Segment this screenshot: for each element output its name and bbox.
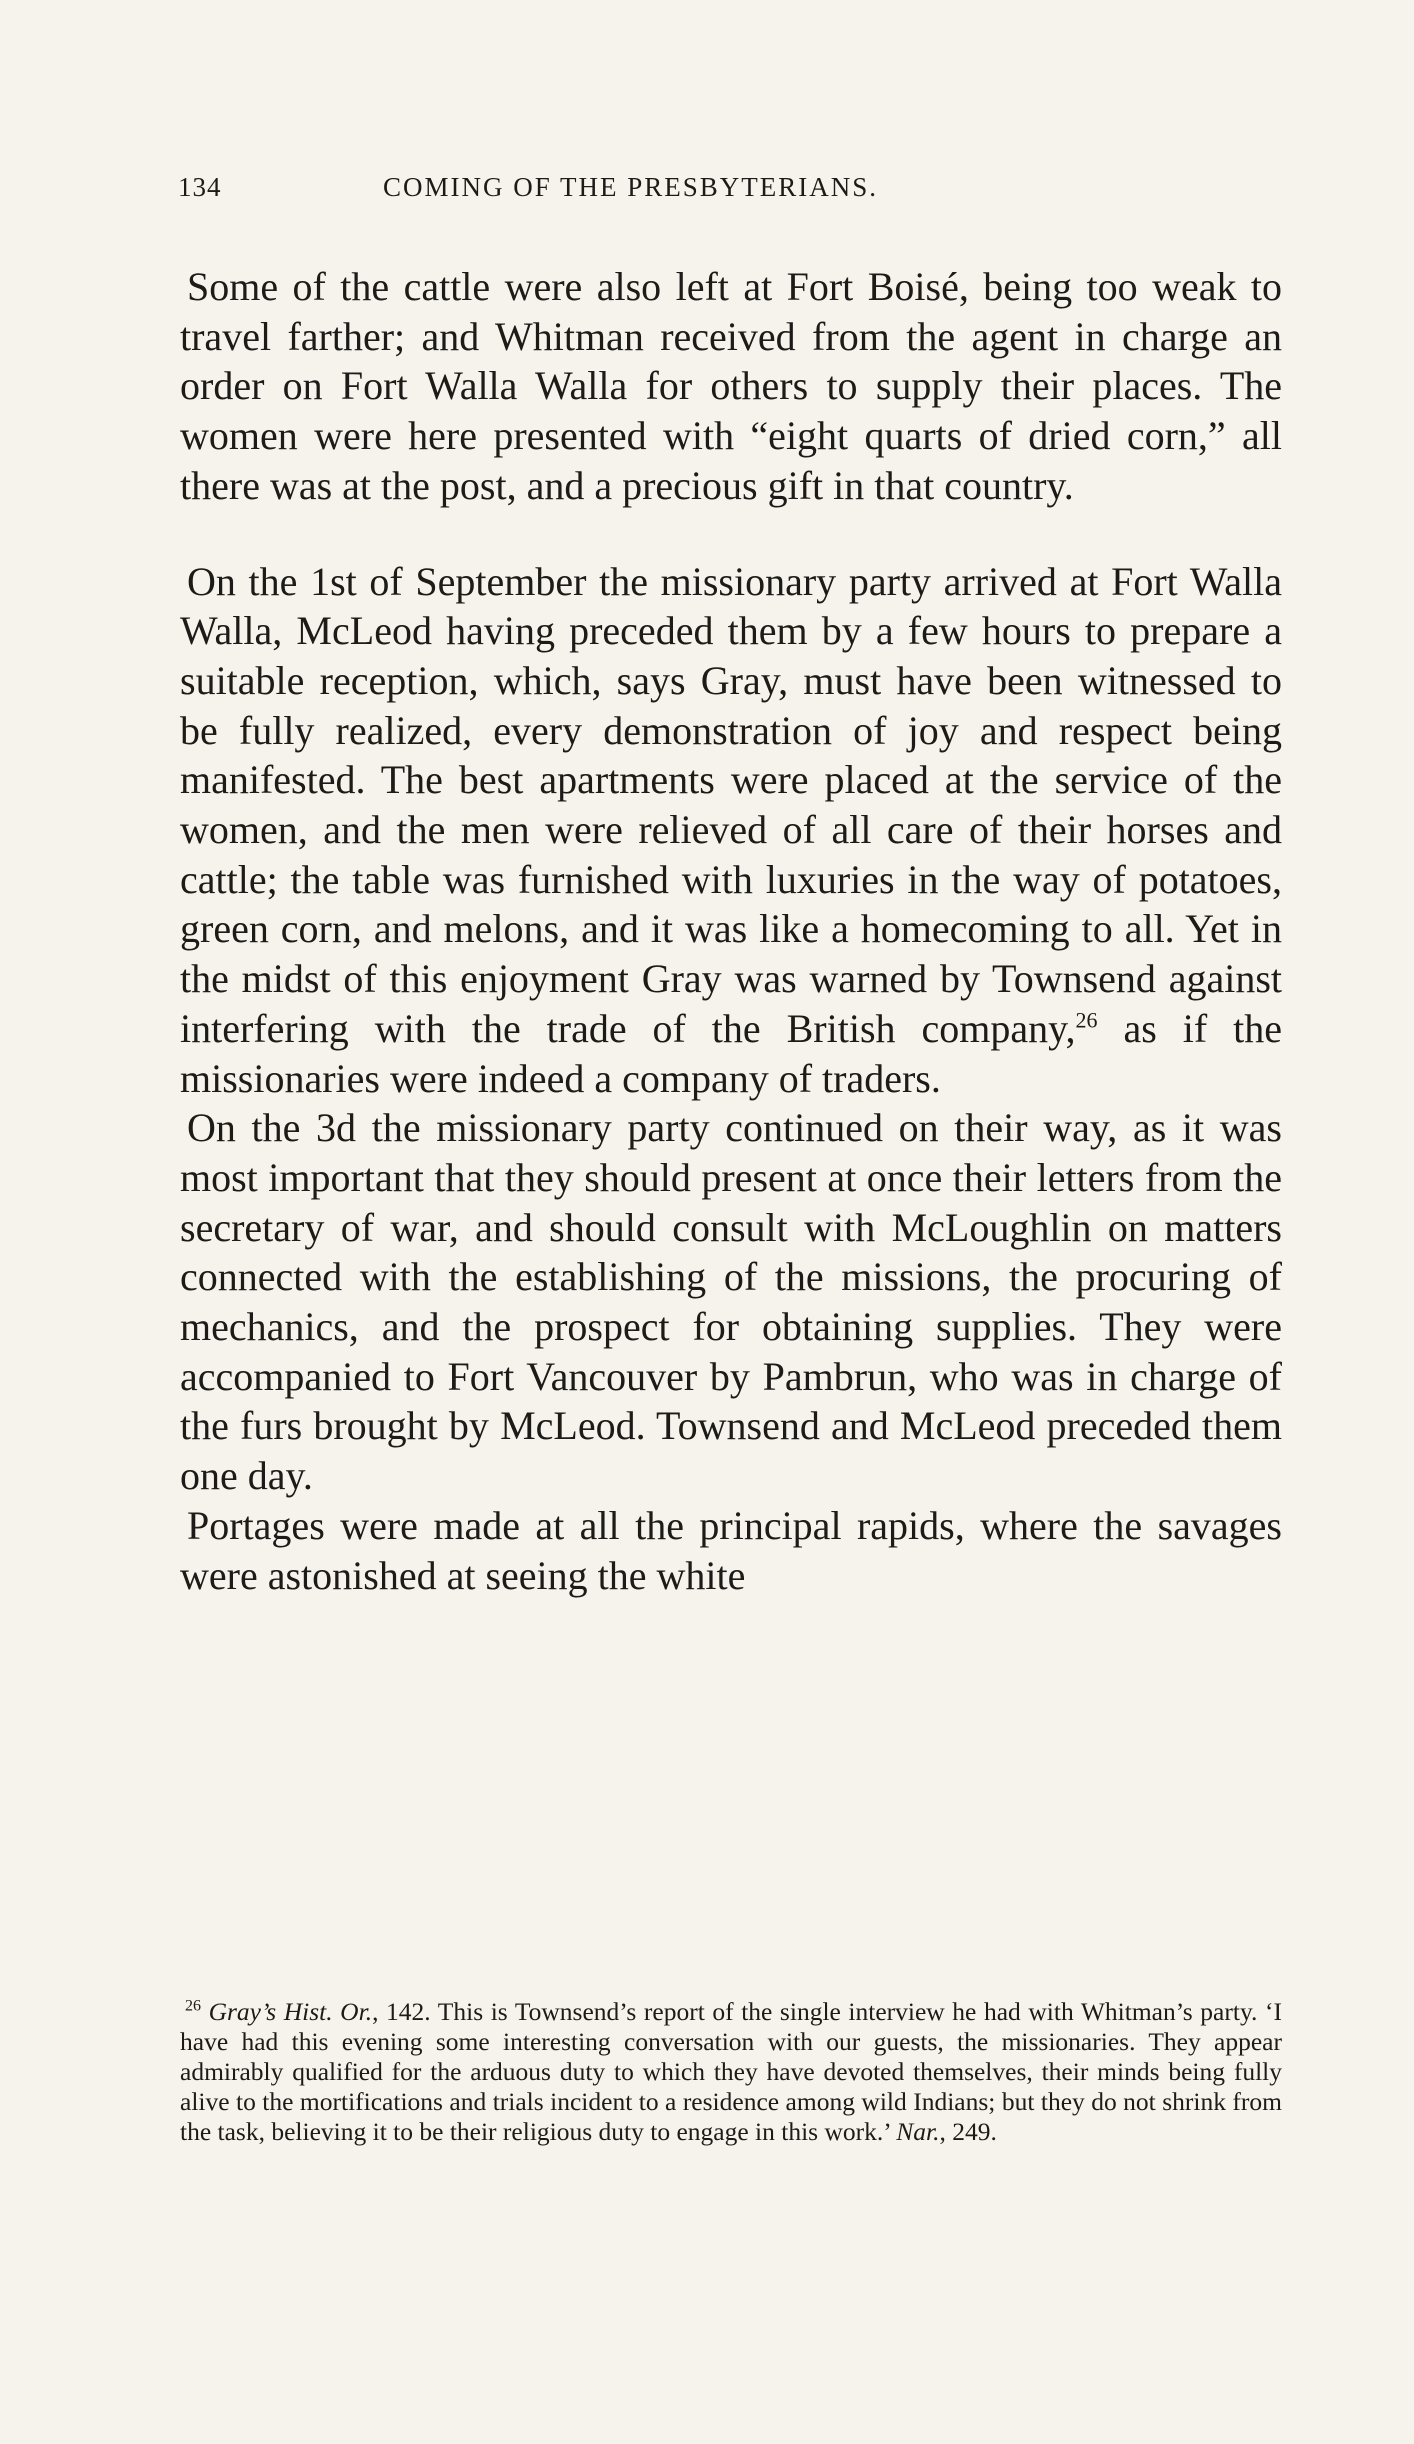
running-head: COMING OF THE PRESBYTERIANS. bbox=[383, 172, 879, 202]
paragraph-3: On the 3d the missionary party continued on their way, as it was most important that they should present at once their letters from the secretary of war, and should consult with McLoughlin on matters connected with the establishing of the missions, the procuring of mechanics, and the prospect for obtaining supplies. They were accompanied to Fort Vancouver by Pambrun, who was in charge of the furs brought by McLeod. Townsend and McLeod preceded them one day. bbox=[180, 1105, 1282, 1499]
page-number: 134 bbox=[178, 172, 222, 202]
footnote-26 bbox=[180, 1997, 1282, 2147]
page-header bbox=[178, 172, 1283, 222]
footnote-source-title: Gray’s Hist. Or. bbox=[208, 1997, 373, 2026]
body-text bbox=[180, 262, 1282, 1600]
footnote-citation: Nar. bbox=[896, 2117, 940, 2146]
paragraph-1: Some of the cattle were also left at Fort Boisé, being too weak to travel farther; and Whitman received from the agent in charge an order on Fort Walla Walla for others to supply their places. The women were here presented with “eight quarts of dried corn,” all there was at the post, and a precious gift in that country. bbox=[180, 264, 1282, 508]
paragraph-2-text-a: On the 1st of September the missionary party arrived at Fort Walla Walla, McLeod having preceded them by a few hours to prepare a suitable reception, which, says Gray, must have been witnessed to be fully realized, every demonstration of joy and respect being manifested. The best apartments were placed at the service of the women, and the men were relieved of all care of their horses and cattle; the table was furnished with luxuries in the way of potatoes, green corn, and melons, and it was like a homecoming to all. Yet in the midst of this enjoyment Gray was warned by Townsend against interfering with the trade of the British company, bbox=[180, 558, 1282, 1051]
footnote-text: , 142. This is Townsend’s report of the single interview he had with Whitman’s party. ‘I have had this evening some interesting conversation with our guests, the missionaries. They appear admirably qualified for the arduous duty to which they have devoted themselves, their minds being fully alive to the mortifications and trials incident to a residence among wild Indians; but they do not shrink from the task, believing it to be their religious duty to engage in this work.’ bbox=[180, 1997, 1282, 2146]
paragraph-2 bbox=[180, 557, 1282, 1104]
footnote-marker: 26 bbox=[185, 1997, 201, 2015]
paragraph-4: Portages were made at all the principal rapids, where the savages were astonished at seeing the white bbox=[180, 1502, 1282, 1598]
paragraph-2-text-b: as if the missionaries were indeed a company of traders. bbox=[180, 1005, 1282, 1101]
footnote-reference[interactable]: 26 bbox=[1075, 1007, 1098, 1033]
footnote-end: , 249. bbox=[939, 2117, 997, 2146]
footnotes bbox=[180, 1997, 1282, 2147]
